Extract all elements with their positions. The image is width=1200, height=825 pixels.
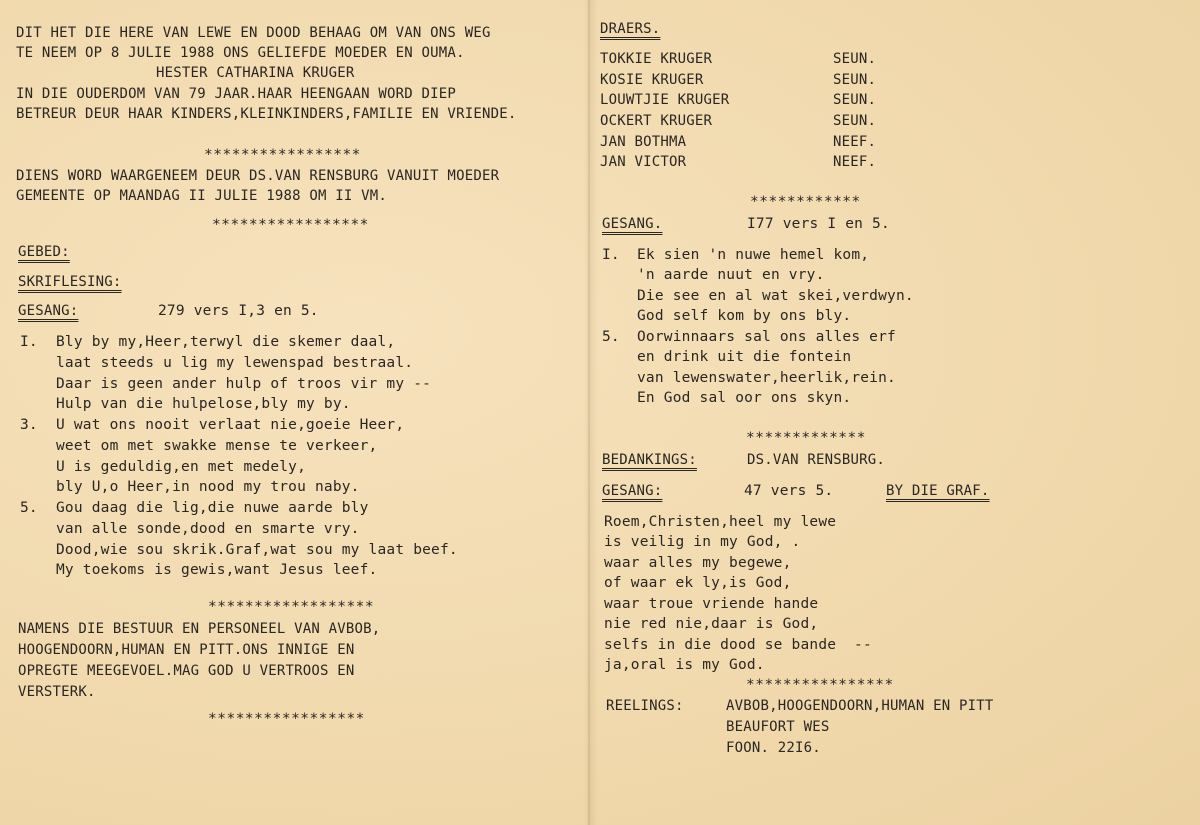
separator-stars: **************** bbox=[746, 677, 894, 693]
pallbearer-relation: SEUN. bbox=[833, 113, 877, 129]
service-line-1: DIENS WORD WAARGENEEM DEUR DS.VAN RENSBURG VANUIT MOEDER bbox=[16, 168, 500, 184]
pallbearer-name: TOKKIE KRUGER bbox=[600, 51, 713, 67]
by-die-graf-heading: BY DIE GRAF. bbox=[886, 483, 990, 499]
condolence-line-1: NAMENS DIE BESTUUR EN PERSONEEL VAN AVBOB, bbox=[18, 621, 381, 637]
pallbearer-name: LOUWTJIE KRUGER bbox=[600, 92, 730, 108]
hymn-line: waar alles my begewe, bbox=[604, 555, 792, 571]
reelings-heading: REELINGS: bbox=[606, 698, 684, 714]
separator-stars: ************ bbox=[750, 194, 861, 210]
hymn-line: 'n aarde nuut en vry. bbox=[637, 267, 825, 283]
reelings-line-1: AVBOB,HOOGENDOORN,HUMAN EN PITT bbox=[726, 698, 994, 714]
separator-stars: ***************** bbox=[208, 711, 365, 727]
hymn-line: is veilig in my God, . bbox=[604, 534, 801, 550]
gesang-heading: GESANG: bbox=[18, 303, 79, 319]
pallbearer-name: JAN BOTHMA bbox=[600, 134, 687, 150]
verse-number: I. bbox=[602, 247, 620, 263]
skriflesing-heading: SKRIFLESING: bbox=[18, 274, 122, 290]
gesang-heading: GESANG. bbox=[602, 216, 663, 232]
verse-number: 5. bbox=[20, 500, 38, 516]
gesang-reference: I77 vers I en 5. bbox=[747, 216, 890, 232]
pallbearer-name: OCKERT KRUGER bbox=[600, 113, 713, 129]
hymn-line: Die see en al wat skei,verdwyn. bbox=[637, 288, 914, 304]
hymn-line: en drink uit die fontein bbox=[637, 349, 852, 365]
hymn-line: selfs in die dood se bande -- bbox=[604, 637, 872, 653]
reelings-line-2: BEAUFORT WES bbox=[726, 719, 830, 735]
pallbearer-relation: SEUN. bbox=[833, 51, 877, 67]
draers-heading: DRAERS. bbox=[600, 21, 661, 37]
hymn-line: weet om met swakke mense te verkeer, bbox=[56, 438, 378, 454]
hymn-line: laat steeds u lig my lewenspad bestraal. bbox=[56, 355, 414, 371]
hymn-line: Daar is geen ander hulp of troos vir my -- bbox=[56, 376, 432, 392]
gesang-reference: 47 vers 5. bbox=[744, 483, 834, 499]
pallbearer-name: JAN VICTOR bbox=[600, 154, 687, 170]
verse-number: I. bbox=[20, 334, 38, 350]
pallbearer-relation: SEUN. bbox=[833, 72, 877, 88]
intro-line-4: IN DIE OUDERDOM VAN 79 JAAR.HAAR HEENGAAN WORD DIEP bbox=[16, 86, 457, 102]
intro-line-5: BETREUR DEUR HAAR KINDERS,KLEINKINDERS,FAMILIE EN VRIENDE. bbox=[16, 106, 517, 122]
hymn-line: Dood,wie sou skrik.Graf,wat sou my laat beef. bbox=[56, 542, 458, 558]
verse-number: 3. bbox=[20, 417, 38, 433]
hymn-line: Bly by my,Heer,terwyl die skemer daal, bbox=[56, 334, 396, 350]
service-line-2: GEMEENTE OP MAANDAG II JULIE 1988 OM II VM. bbox=[16, 188, 388, 204]
hymn-line: waar troue vriende hande bbox=[604, 596, 819, 612]
hymn-line: nie red nie,daar is God, bbox=[604, 616, 819, 632]
intro-line-2: TE NEEM OP 8 JULIE 1988 ONS GELIEFDE MOEDER EN OUMA. bbox=[16, 45, 465, 61]
intro-line-1: DIT HET DIE HERE VAN LEWE EN DOOD BEHAAG OM VAN ONS WEG bbox=[16, 25, 491, 41]
hymn-line: Oorwinnaars sal ons alles erf bbox=[637, 329, 896, 345]
bedankings-heading: BEDANKINGS: bbox=[602, 452, 697, 468]
hymn-line: Ek sien 'n nuwe hemel kom, bbox=[637, 247, 870, 263]
gebed-heading: GEBED: bbox=[18, 244, 70, 260]
condolence-line-4: VERSTERK. bbox=[18, 684, 96, 700]
pallbearer-relation: SEUN. bbox=[833, 92, 877, 108]
hymn-line: U wat ons nooit verlaat nie,goeie Heer, bbox=[56, 417, 405, 433]
separator-stars: ****************** bbox=[208, 599, 375, 615]
hymn-line: Gou daag die lig,die nuwe aarde bly bbox=[56, 500, 369, 516]
hymn-line: My toekoms is gewis,want Jesus leef. bbox=[56, 562, 378, 578]
pallbearer-relation: NEEF. bbox=[833, 154, 877, 170]
condolence-line-3: OPREGTE MEEGEVOEL.MAG GOD U VERTROOS EN bbox=[18, 663, 355, 679]
pallbearer-name: KOSIE KRUGER bbox=[600, 72, 704, 88]
separator-stars: ***************** bbox=[204, 147, 361, 163]
hymn-line: ja,oral is my God. bbox=[604, 657, 765, 673]
hymn-line: of waar ek ly,is God, bbox=[604, 575, 792, 591]
gesang-heading: GESANG: bbox=[602, 483, 663, 499]
condolence-line-2: HOOGENDOORN,HUMAN EN PITT.ONS INNIGE EN bbox=[18, 642, 355, 658]
separator-stars: ************* bbox=[746, 430, 866, 446]
gesang-reference: 279 vers I,3 en 5. bbox=[158, 303, 319, 319]
deceased-name: HESTER CATHARINA KRUGER bbox=[156, 65, 355, 81]
separator-stars: ***************** bbox=[212, 217, 369, 233]
bedankings-value: DS.VAN RENSBURG. bbox=[747, 452, 886, 468]
fold-line bbox=[588, 0, 590, 825]
hymn-line: God self kom by ons bly. bbox=[637, 308, 852, 324]
hymn-line: van alle sonde,dood en smarte vry. bbox=[56, 521, 360, 537]
hymn-line: bly U,o Heer,in nood my trou naby. bbox=[56, 479, 360, 495]
hymn-line: En God sal oor ons skyn. bbox=[637, 390, 852, 406]
reelings-line-3: FOON. 22I6. bbox=[726, 740, 821, 756]
hymn-line: Roem,Christen,heel my lewe bbox=[604, 514, 837, 530]
hymn-line: U is geduldig,en met medely, bbox=[56, 459, 307, 475]
verse-number: 5. bbox=[602, 329, 620, 345]
pallbearer-relation: NEEF. bbox=[833, 134, 877, 150]
hymn-line: Hulp van die hulpelose,bly my by. bbox=[56, 396, 351, 412]
hymn-line: van lewenswater,heerlik,rein. bbox=[637, 370, 896, 386]
